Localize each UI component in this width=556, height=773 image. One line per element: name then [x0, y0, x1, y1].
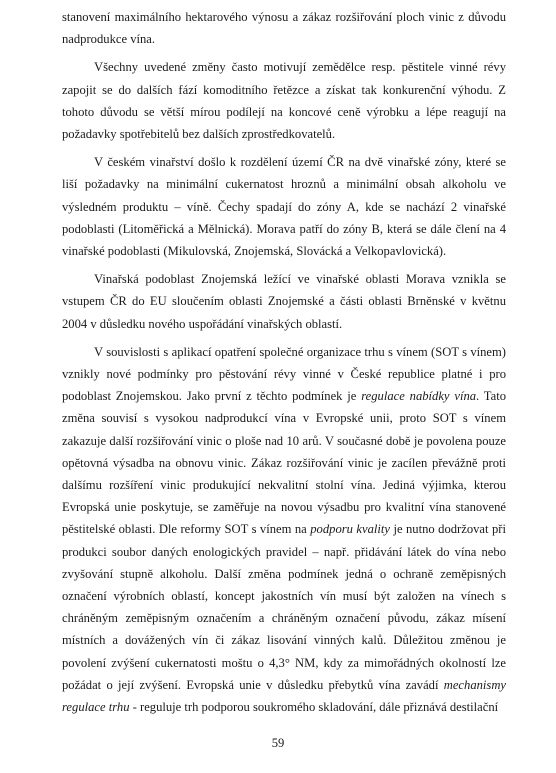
text-run: V souvislosti s aplikací opatření společné organizace trhu s vínem (SOT s vínem) vznikly nové podmínky pro pěstování révy vinné v České republice platné i pro podoblast Znojemskou. Jako první z těchto podmínek je	[62, 344, 506, 404]
page-number: 59	[271, 736, 285, 750]
paragraph	[62, 6, 506, 50]
paragraph	[62, 268, 506, 335]
text-run: Všechny uvedené změny často motivují zemědělce resp. pěstitele vinné révy zapojit se do dalších fází komoditního řetězce a získat tak konkurenční výhodu. Z tohoto důvodu se větší mírou podílejí na koncové ceně výrobku a lépe reagují na požadavky spotřebitelů bez dalších zprostředkovatelů.	[62, 60, 506, 142]
italic-term: podporu kvality	[310, 522, 390, 537]
paragraph	[62, 151, 506, 262]
paragraph	[62, 56, 506, 145]
text-run: . Tato změna souvisí s vysokou nadprodukcí vína v Evropské unii, proto SOT s vínem zakazuje další rozšiřování vinic o ploše nad 10 arů. V současné době je povolena pouze opětovná výsadba na obnovu vinic. Zákaz rozšiřování vinic je zacílen převážně proti dalšímu rozšíření vinic produkující nekvalitní stolní vína. Jediná výjimka, kterou Evropská unie poskytuje, se zaměřuje na novou výsadbu pro kvalitní vína stanovené pěstitelské oblasti. Dle reformy SOT s vínem na	[62, 389, 506, 537]
text-run: Vinařská podoblast Znojemská ležící ve vinařské oblasti Morava vznikla se vstupem ČR do EU sloučením oblasti Znojemské a části oblasti Brněnské v květnu 2004 v důsledku nového uspořádání vinařských oblastí.	[62, 272, 506, 331]
text-run: V českém vinařství došlo k rozdělení území ČR na dvě vinařské zóny, které se liší požadavky na minimální cukernatost hroznů a minimální obsah alkoholu ve výsledném produktu – víně. Čechy spadají do zóny A, kde se nachází 2 vinařské podoblasti (Litoměřická a Mělnická). Morava patří do zóny B, která se dále člení na 4 vinařské podoblasti (Mikulovská, Znojemská, Slovácká a Velkopavlovická).	[62, 155, 506, 259]
italic-term: mechanismy regulace trhu	[62, 677, 506, 715]
text-run: stanovení maximálního hektarového výnosu a zákaz rozšiřování ploch vinic z důvodu nadprodukce vína.	[62, 10, 506, 47]
paragraph	[62, 341, 506, 718]
body-text	[62, 6, 506, 718]
text-run: - reguluje trh podporou soukromého skladování, dále přiznává destilační	[129, 700, 499, 715]
italic-term: regulace nabídky vína	[361, 389, 477, 404]
text-run: je nutno dodržovat při produkci soubor daných enologických pravidel – např. přidávání látek do vína nebo zvyšování stupně alkoholu. Další změna podmínek jedná o ochraně zeměpisných označení výrobních oblastí, koncept jakostních vín musí být založen na vínech s chráněným zeměpisným označením a chráněným označení původu, zákaz mísení místních a dovážených vín či zákaz lisování vinných kalů. Důležitou změnou je povolení zvýšení cukernatosti moštu o 4,3° NM, kdy za mimořádných okolností lze požádat o její zvýšení. Evropská unie v důsledku přebytků vína zavádí	[62, 522, 506, 692]
